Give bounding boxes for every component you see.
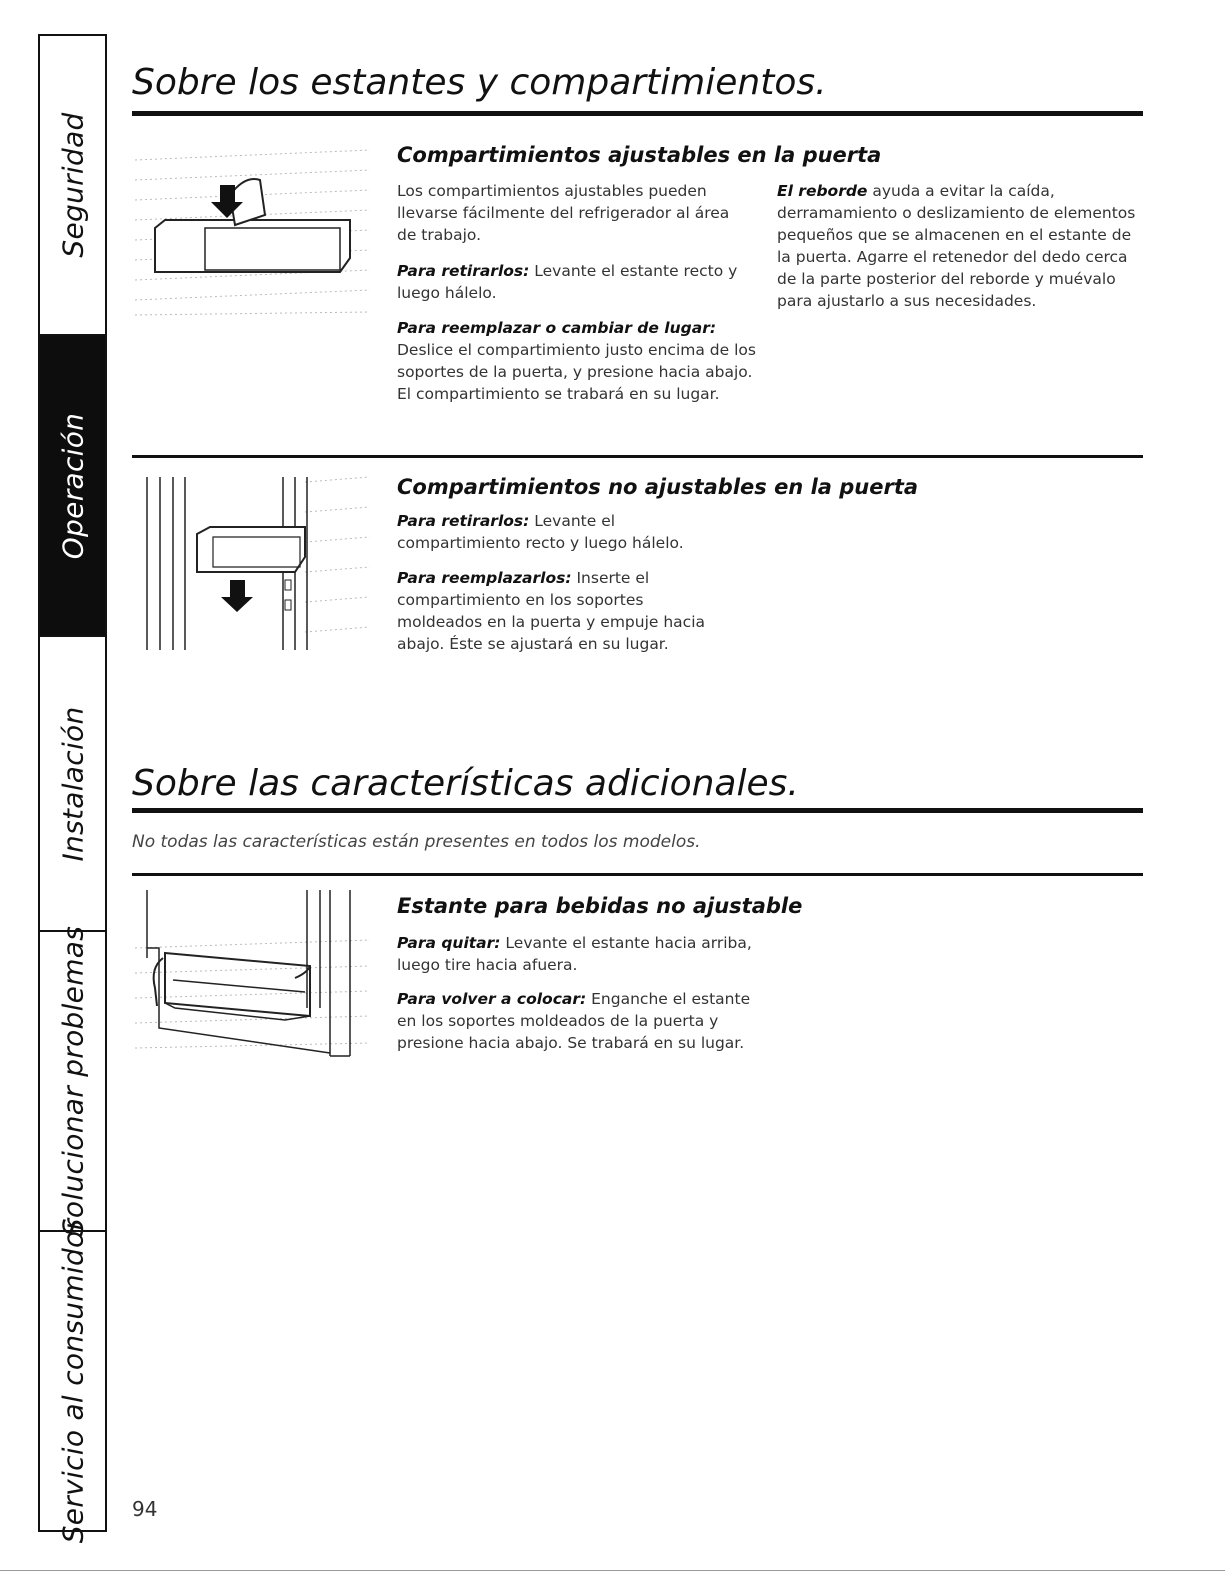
remove-text: Levante el compartimiento recto y luego hálelo. (397, 512, 684, 552)
tab-label: Solucionar problemas (56, 925, 89, 1237)
lip-description (777, 180, 1142, 312)
replace-label: Para reemplazarlos: (397, 569, 572, 587)
heading-beverage-rack: Estante para bebidas no ajustable (397, 894, 803, 918)
non-adjustable-bins-remove (397, 510, 742, 554)
replace-text: Inserte el compartimiento en los soportes moldeados en la puerta y empuje hacia abajo. Éste se ajustará en su lugar. (397, 569, 705, 653)
adjustable-bins-replace (397, 317, 757, 405)
models-note: No todas las características están presentes en todos los modelos. (132, 832, 701, 852)
beverage-rack-illustration (135, 888, 370, 1058)
remove-text: Levante el estante recto y luego hálelo. (397, 262, 738, 302)
section-title-shelves: Sobre los estantes y compartimientos. (132, 62, 827, 103)
non-adjustable-bins-replace (397, 567, 722, 655)
remove-label: Para quitar: (397, 934, 501, 952)
replace-text: Deslice el compartimiento justo encima de los soportes de la puerta, y presione hacia abajo. El compartimiento se trabará en su lugar. (397, 341, 756, 403)
tab-operacion[interactable] (40, 336, 105, 637)
remove-text: Levante el estante hacia arriba, luego tire hacia afuera. (397, 934, 752, 974)
section-tabs-sidebar (38, 34, 107, 1544)
adjustable-door-bin-illustration (135, 140, 370, 320)
lip-text: ayuda a evitar la caída, derramamiento o deslizamiento de elementos pequeños que se almacenen en el estante de la puerta. Agarre el retenedor del dedo cerca de la parte posterior del reborde y muévalo para ajustarlo a sus necesidades. (777, 182, 1136, 310)
tab-instalacion[interactable] (40, 637, 105, 932)
tab-label: Instalación (56, 705, 89, 862)
beverage-rack-replace (397, 988, 752, 1054)
tab-servicio-al-consumidor[interactable] (40, 1218, 105, 1544)
tab-label: Operación (56, 412, 89, 559)
tab-solucionar-problemas[interactable] (40, 925, 105, 1237)
section-rule (132, 808, 1143, 813)
block-divider (132, 455, 1143, 458)
heading-non-adjustable-bins: Compartimientos no ajustables en la puerta (397, 475, 919, 499)
section-rule (132, 111, 1143, 116)
tab-label: Seguridad (56, 112, 89, 258)
remove-label: Para retirarlos: (397, 262, 530, 280)
tab-seguridad[interactable] (40, 36, 105, 336)
remove-label: Para retirarlos: (397, 512, 530, 530)
page-bottom-rule (0, 1570, 1225, 1571)
block-divider (132, 873, 1143, 876)
page-number: 94 (132, 1497, 158, 1521)
replace-text: Enganche el estante en los soportes moldeados de la puerta y presione hacia abajo. Se trabará en su lugar. (397, 990, 751, 1052)
tab-label: Servicio al consumidor (56, 1218, 89, 1544)
heading-adjustable-bins: Compartimientos ajustables en la puerta (397, 143, 882, 167)
non-adjustable-door-bin-illustration (135, 472, 370, 652)
replace-label: Para reemplazar o cambiar de lugar: (397, 319, 717, 337)
lip-label: El reborde (777, 182, 868, 200)
beverage-rack-remove (397, 932, 757, 976)
replace-label: Para volver a colocar: (397, 990, 587, 1008)
adjustable-bins-intro: Los compartimientos ajustables pueden llevarse fácilmente del refrigerador al área de trabajo. (397, 182, 730, 244)
section-title-features: Sobre las características adicionales. (132, 763, 799, 804)
adjustable-bins-remove (397, 260, 742, 304)
